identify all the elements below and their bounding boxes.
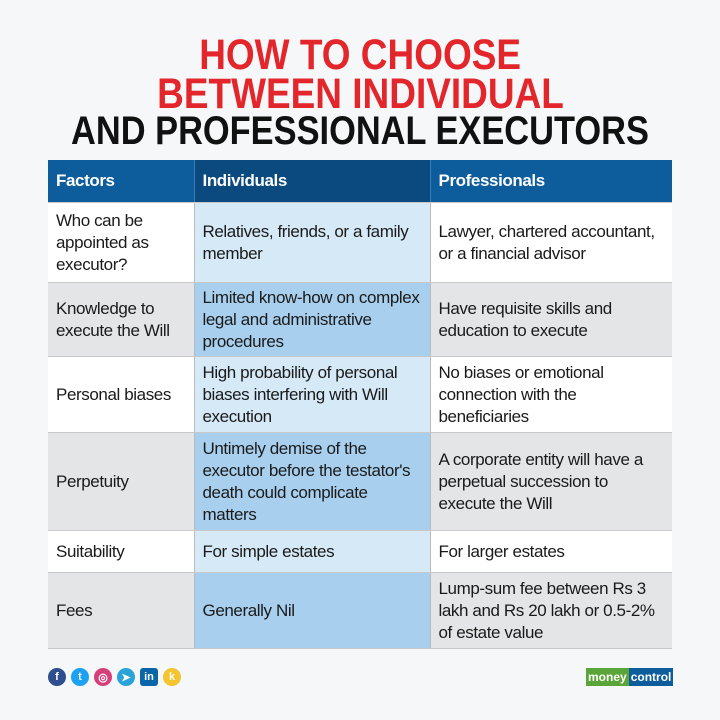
factor-cell: Knowledge to execute the Will xyxy=(48,283,194,357)
individual-cell: High probability of personal biases interfering with Will execution xyxy=(194,357,430,433)
table-row xyxy=(48,433,672,531)
social-icons xyxy=(48,668,181,686)
telegram-icon[interactable]: ➤ xyxy=(117,668,135,686)
professional-cell: Lump-sum fee between Rs 3 lakh and Rs 20 lakh or 0.5-2% of estate value xyxy=(430,573,672,649)
factor-cell: Personal biases xyxy=(48,357,194,433)
professional-cell: No biases or emotional connection with the beneficiaries xyxy=(430,357,672,433)
factor-cell: Suitability xyxy=(48,531,194,573)
factor-cell: Perpetuity xyxy=(48,433,194,531)
table-row xyxy=(48,283,672,357)
table-row xyxy=(48,203,672,283)
professional-cell: Lawyer, chartered accountant, or a financial advisor xyxy=(430,203,672,283)
moneycontrol-logo: money control xyxy=(588,670,672,684)
factor-cell: Fees xyxy=(48,573,194,649)
table-row xyxy=(48,357,672,433)
title-line-1: HOW TO CHOOSE xyxy=(199,31,521,79)
individual-cell: For simple estates xyxy=(194,531,430,573)
facebook-icon[interactable]: f xyxy=(48,668,66,686)
koo-icon[interactable]: k xyxy=(163,668,181,686)
comparison-table xyxy=(48,160,672,649)
twitter-icon[interactable]: t xyxy=(71,668,89,686)
individual-cell: Generally Nil xyxy=(194,573,430,649)
header-factors: Factors xyxy=(48,160,194,203)
instagram-icon[interactable]: ◎ xyxy=(94,668,112,686)
title-line-2: BETWEEN INDIVIDUAL xyxy=(156,70,564,118)
individual-cell: Limited know-how on complex legal and administrative procedures xyxy=(194,283,430,357)
linkedin-icon[interactable]: in xyxy=(140,668,158,686)
professional-cell: A corporate entity will have a perpetual succession to execute the Will xyxy=(430,433,672,531)
professional-cell: For larger estates xyxy=(430,531,672,573)
header-professionals: Professionals xyxy=(430,160,672,203)
table-row xyxy=(48,531,672,573)
title-line-3: AND PROFESSIONAL EXECUTORS xyxy=(71,109,649,153)
individual-cell: Relatives, friends, or a family member xyxy=(194,203,430,283)
table-header-row xyxy=(48,160,672,203)
individual-cell: Untimely demise of the executor before the testator's death could complicate matters xyxy=(194,433,430,531)
table-row xyxy=(48,573,672,649)
factor-cell: Who can be appointed as executor? xyxy=(48,203,194,283)
professional-cell: Have requisite skills and education to execute xyxy=(430,283,672,357)
header-individuals: Individuals xyxy=(194,160,430,203)
